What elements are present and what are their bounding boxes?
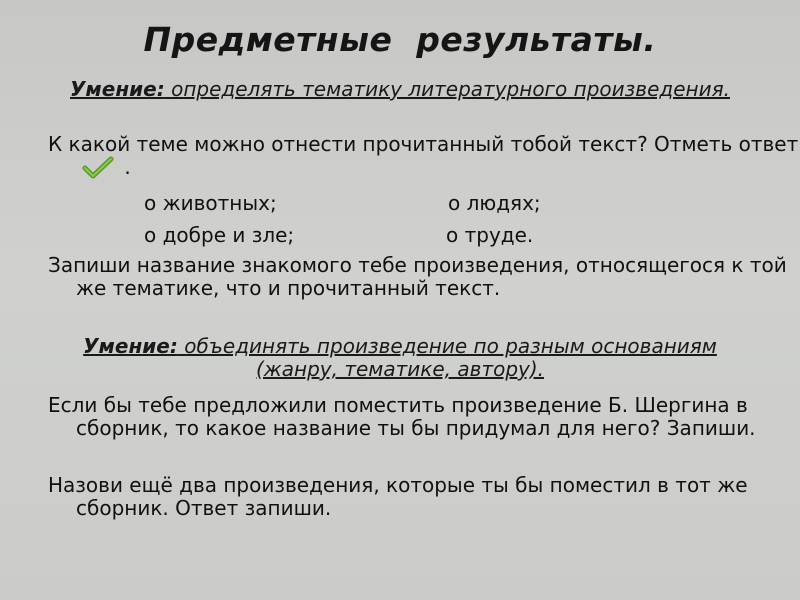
question-1 <box>48 133 800 180</box>
skill-text: объединять произведение по разным основаниям (жанру, тематике, автору). <box>177 334 717 381</box>
skill-line-1 <box>60 78 740 101</box>
skill-label: Умение: <box>70 77 165 101</box>
option-people[interactable]: о людях; <box>448 191 541 215</box>
option-good-evil[interactable]: о добре и зле; <box>144 223 295 247</box>
option-animals[interactable]: о животных; <box>144 191 277 215</box>
question-2: Запиши название знакомого тебе произведения, относящегося к той же тематике, что и прочитанный текст. <box>48 253 787 300</box>
question-3-text: Если бы тебе предложили поместить произведение Б. Шергина в сборник, то какое название ты бы придумал для него? <box>48 393 748 440</box>
option-work[interactable]: о труде. <box>446 223 534 247</box>
slide-title: Предметные результаты. <box>143 20 657 59</box>
question-1-text: К какой теме можно отнести прочитанный тобой текст? Отметь ответ <box>48 132 799 156</box>
question-4: Назови ещё два произведения, которые ты бы поместил в тот же сборник. Ответ запиши. <box>48 473 748 520</box>
skill-text: определять тематику литературного произведения. <box>164 77 730 101</box>
question-3-action: Запиши. <box>666 416 756 440</box>
question-1-period: . <box>118 155 131 179</box>
question-3 <box>48 394 800 440</box>
checkmark-icon <box>82 156 114 180</box>
skill-label: Умение: <box>83 334 178 358</box>
skill-line-2 <box>60 335 740 381</box>
